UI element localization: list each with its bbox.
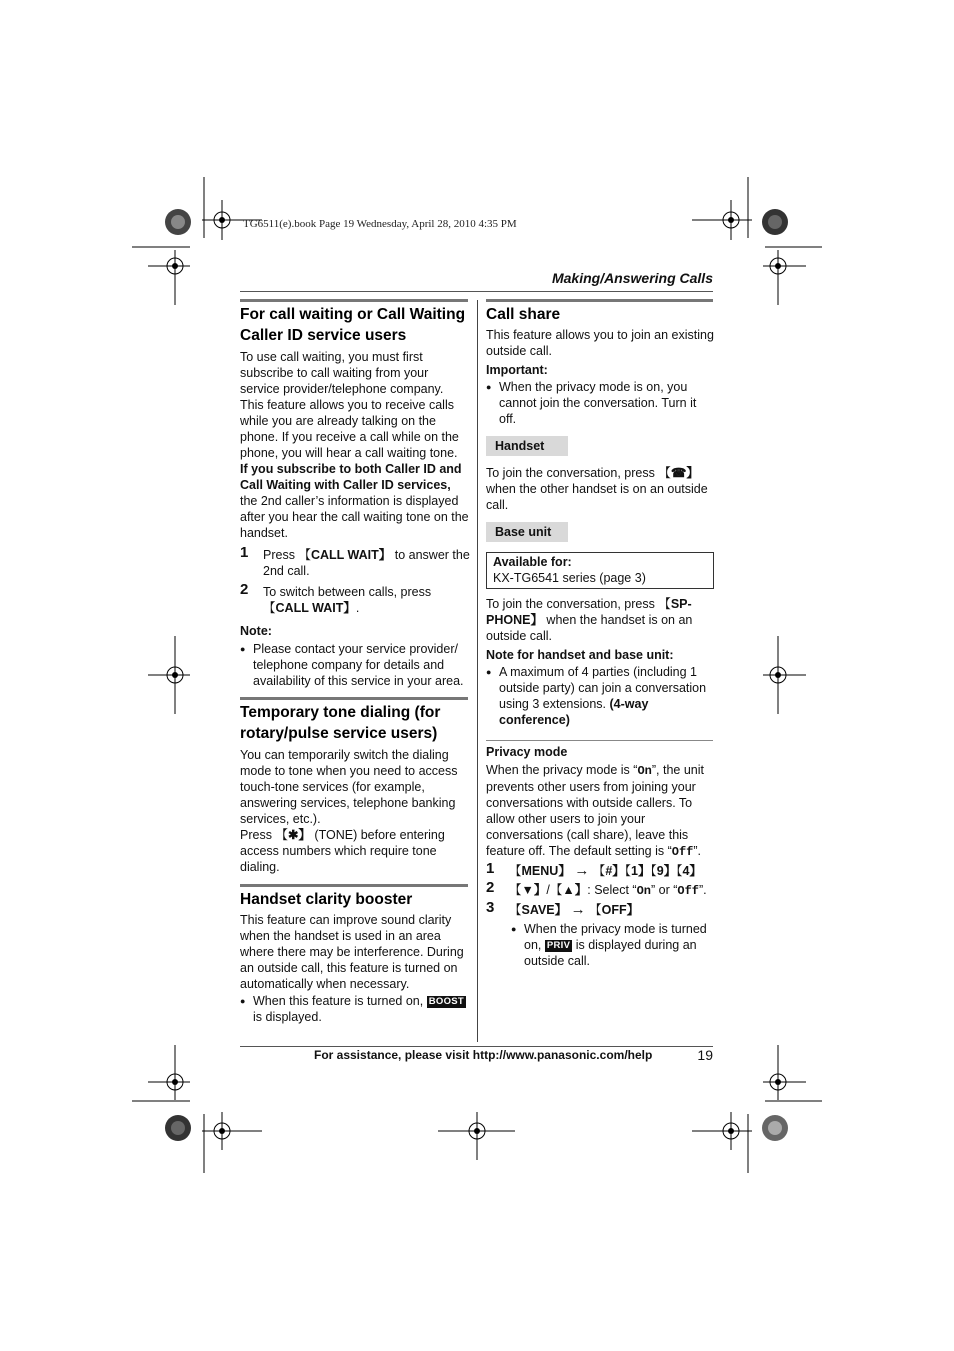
save-key: 【 SAVE】: [509, 903, 567, 917]
paragraph: the 2nd caller’s information is displayed after you hear the call waiting tone on the handset.: [240, 494, 469, 540]
file-info: TG6511(e).book Page 19 Wednesday, April 28, 2010 4:35 PM: [243, 218, 517, 230]
clarity-booster-title: Handset clarity booster: [240, 891, 413, 908]
call-waiting-title: [240, 304, 470, 346]
base-unit-text: [486, 596, 714, 728]
step-2: [240, 581, 470, 616]
on-value: On: [637, 764, 652, 778]
note-bullet: ● Please contact your service provider/ telephone company for details and availability of this service in your area.: [240, 641, 470, 689]
chapter-title: Making/Answering Calls: [551, 270, 713, 286]
boost-bullet: [240, 993, 470, 1025]
assistance-text: For assistance, please visit http://www.panasonic.com/help: [314, 1048, 653, 1062]
text: To join the conversation, press: [486, 466, 659, 480]
call-waiting-section: [240, 304, 470, 689]
note-label: Note:: [240, 624, 272, 638]
privacy-text: [486, 762, 714, 860]
text: Press: [240, 828, 276, 842]
bold-text: If you subscribe to both Caller ID and Call Waiting with Caller ID services,: [240, 462, 462, 492]
available-label: Available for:: [493, 555, 572, 569]
tone-dialing-section: [240, 702, 470, 875]
step-number: 3: [486, 899, 495, 916]
text: is displayed during an outside call.: [524, 938, 697, 968]
section-rule: [240, 697, 468, 700]
digit-key: 【 1】: [625, 864, 651, 878]
tone-dialing-text: [240, 747, 470, 875]
subsection-rule: [486, 740, 713, 741]
privacy-mode-title: Privacy mode: [486, 745, 568, 759]
hash-key: 【 #】: [593, 864, 625, 878]
call-share-section: [486, 304, 714, 427]
boost-icon: BOOST: [428, 995, 464, 1007]
text: is displayed.: [253, 1010, 322, 1024]
title-line: rotary/pulse service users): [240, 725, 438, 742]
arrow-icon: →: [570, 901, 586, 918]
handset-instructions: [486, 465, 714, 513]
section-rule: [240, 884, 468, 887]
step-1: [240, 544, 470, 579]
text: (TONE) before entering access numbers which require tone dialing.: [240, 828, 445, 874]
step-number: 2: [486, 879, 495, 896]
text: A maximum of 4 parties (including 1 outside party) can join a conversation using 3 extensions.: [499, 665, 707, 711]
digit-key: 【 4】: [676, 864, 702, 878]
privacy-step-1: [486, 860, 714, 879]
paragraph: To use call waiting, you must first subscribe to call waiting from your service provider/telephone company. This feature allows you to receive calls while you are already talking on the phone. If you receive a call while on the phone, you will hear a call waiting tone.: [240, 350, 459, 460]
privacy-mode-section: [486, 744, 714, 969]
column-divider: [477, 300, 478, 1042]
off-key: 【 OFF】: [589, 903, 639, 917]
note-label: Note for handset and base unit:: [486, 648, 674, 662]
down-key: 【 ▼】: [509, 883, 546, 897]
arrow-icon: →: [574, 862, 590, 879]
paragraph: You can temporarily switch the dialing mode to tone when you need to access touch-tone services (for example, answering services, telephone banking services, etc.).: [240, 748, 458, 826]
privacy-step-2: [486, 879, 714, 899]
step-text: Press: [263, 548, 299, 562]
talk-key-icon: 【 ☎】: [658, 466, 699, 480]
base-unit-tag: Base unit: [486, 522, 568, 542]
step-text: To switch between calls, press: [263, 585, 432, 599]
important-label: Important:: [486, 363, 548, 377]
call-share-text: This feature allows you to join an existing outside call.: [486, 328, 714, 358]
handset-tag: Handset: [486, 436, 568, 456]
title-line: Caller ID service users: [240, 327, 407, 344]
available-value: KX-TG6541 series (page 3): [493, 571, 646, 585]
star-key: 【 ✱】: [275, 828, 311, 842]
off-value: Off: [677, 884, 699, 898]
text: ” or “: [651, 883, 678, 897]
text: ”.: [693, 844, 702, 858]
footer-rule: [240, 1046, 713, 1047]
bold-text: (4-way conference): [499, 697, 649, 727]
text: To join the conversation, press: [486, 597, 659, 611]
step-number: 2: [240, 581, 249, 598]
digit-key: 【 9】: [650, 864, 676, 878]
on-value: On: [636, 884, 651, 898]
call-wait-key: 【 CALL WAIT】: [298, 548, 391, 562]
off-value: Off: [671, 845, 694, 859]
call-share-title: Call share: [486, 306, 561, 323]
up-key: 【 ▲】: [550, 883, 587, 897]
text: When the privacy mode is turned on,: [524, 922, 707, 952]
text: when the handset is on an outside call.: [486, 613, 693, 643]
text: ”.: [699, 883, 707, 897]
title-line: Temporary tone dialing (for: [240, 704, 441, 721]
step-number: 1: [486, 860, 495, 877]
important-bullet: ● When the privacy mode is on, you cannot join the conversation. Turn it off.: [486, 379, 714, 427]
sp-phone-key: 【 SP-PHONE】: [486, 597, 692, 627]
note-bullet: [486, 664, 714, 728]
menu-key: 【 MENU】: [509, 864, 571, 878]
step-number: 1: [240, 544, 249, 561]
tone-dialing-title: [240, 702, 470, 744]
text: /: [546, 883, 550, 897]
privacy-bullet: [511, 921, 714, 969]
step-text: .: [355, 601, 360, 615]
section-rule: [486, 299, 713, 302]
call-wait-key: 【 CALL WAIT】: [263, 601, 356, 615]
text: : Select “: [587, 883, 637, 897]
section-rule: [240, 299, 468, 302]
text: When the privacy mode is “: [486, 763, 638, 777]
call-waiting-text: [240, 349, 470, 541]
available-for-box: [486, 552, 714, 589]
text: when the other handset is on an outside call.: [486, 482, 708, 512]
clarity-booster-text: This feature can improve sound clarity when the handset is used in an area where there may be interference. During an outside call, this feature is turned on automatically when necessary.: [240, 913, 464, 991]
priv-icon: PRIV: [546, 939, 571, 951]
clarity-booster-section: [240, 889, 470, 1025]
title-line: For call waiting or Call Waiting: [240, 306, 466, 323]
text: ”, the unit prevents other users from joining your conversations with outside callers. To allow other users to join your conversations (call share), leave this feature off. The default setting is “: [486, 763, 704, 858]
page-number: 19: [697, 1047, 713, 1063]
header-rule: [240, 291, 713, 292]
text: When this feature is turned on,: [253, 994, 427, 1008]
step-text: to answer the 2nd call.: [263, 548, 470, 578]
privacy-step-3: [486, 899, 714, 918]
